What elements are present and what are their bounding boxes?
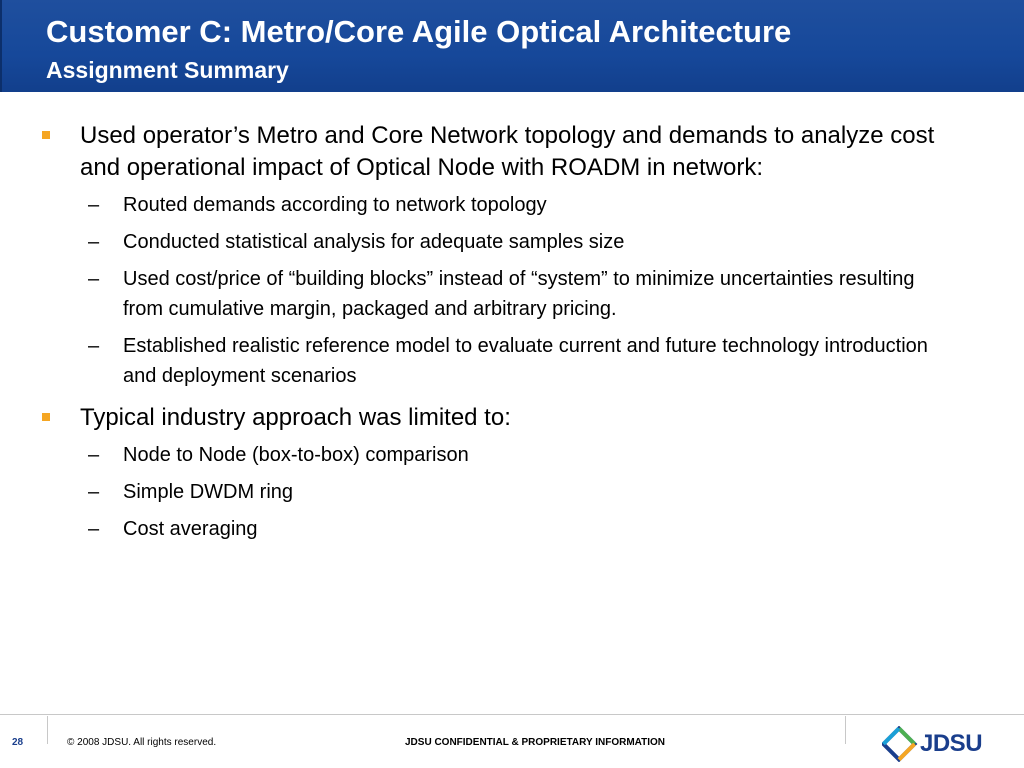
slide-header <box>0 0 1024 92</box>
footer-separator <box>47 716 48 744</box>
sub-bullet-item <box>0 264 1024 324</box>
footer-separator <box>845 716 846 744</box>
sub-bullet-text: Used cost/price of “building blocks” instead of “system” to minimize uncertainties resulting from cumulative margin, packaged and arbitrary pricing. <box>123 268 915 320</box>
dash-bullet-icon: – <box>88 194 100 216</box>
bullet-item <box>0 402 1024 434</box>
sub-bullet-item <box>0 227 1024 257</box>
bullet-text: Used operator’s Metro and Core Network topology and demands to analyze cost and operational impact of Optical Node with ROADM in network: <box>80 122 935 181</box>
sub-bullet-text: Cost averaging <box>123 518 258 540</box>
logo-wordmark: JDSU <box>920 730 983 757</box>
slide-subtitle: Assignment Summary <box>46 57 289 83</box>
sub-bullet-text: Conducted statistical analysis for adequate samples size <box>123 231 625 253</box>
sub-bullet-item <box>0 190 1024 220</box>
sub-bullet-text: Established realistic reference model to evaluate current and future technology introduction and deployment scenarios <box>123 335 928 387</box>
sub-bullet-item <box>0 331 1024 391</box>
copyright-text: © 2008 JDSU. All rights reserved. <box>67 737 217 748</box>
sub-bullet-item <box>0 477 1024 507</box>
bullet-text: Typical industry approach was limited to: <box>80 404 511 431</box>
slide-title: Customer C: Metro/Core Agile Optical Architecture <box>46 14 792 49</box>
square-bullet-icon <box>42 131 50 139</box>
sub-bullet-item <box>0 514 1024 544</box>
dash-bullet-icon: – <box>88 444 100 466</box>
page-number: 28 <box>12 737 24 748</box>
dash-bullet-icon: – <box>88 231 100 253</box>
footer-divider <box>0 714 1024 715</box>
sub-bullet-text: Simple DWDM ring <box>123 481 294 503</box>
dash-bullet-icon: – <box>88 481 100 503</box>
dash-bullet-icon: – <box>88 268 100 290</box>
bullet-item <box>0 120 1024 184</box>
sub-bullet-text: Node to Node (box-to-box) comparison <box>123 444 469 466</box>
dash-bullet-icon: – <box>88 335 100 357</box>
square-bullet-icon <box>42 413 50 421</box>
sub-bullet-item <box>0 440 1024 470</box>
sub-bullet-text: Routed demands according to network topology <box>123 194 547 216</box>
confidential-notice: JDSU CONFIDENTIAL & PROPRIETARY INFORMATION <box>405 737 666 748</box>
slide-body <box>0 120 1024 551</box>
header-edge-line <box>0 0 2 92</box>
dash-bullet-icon: – <box>88 518 100 540</box>
